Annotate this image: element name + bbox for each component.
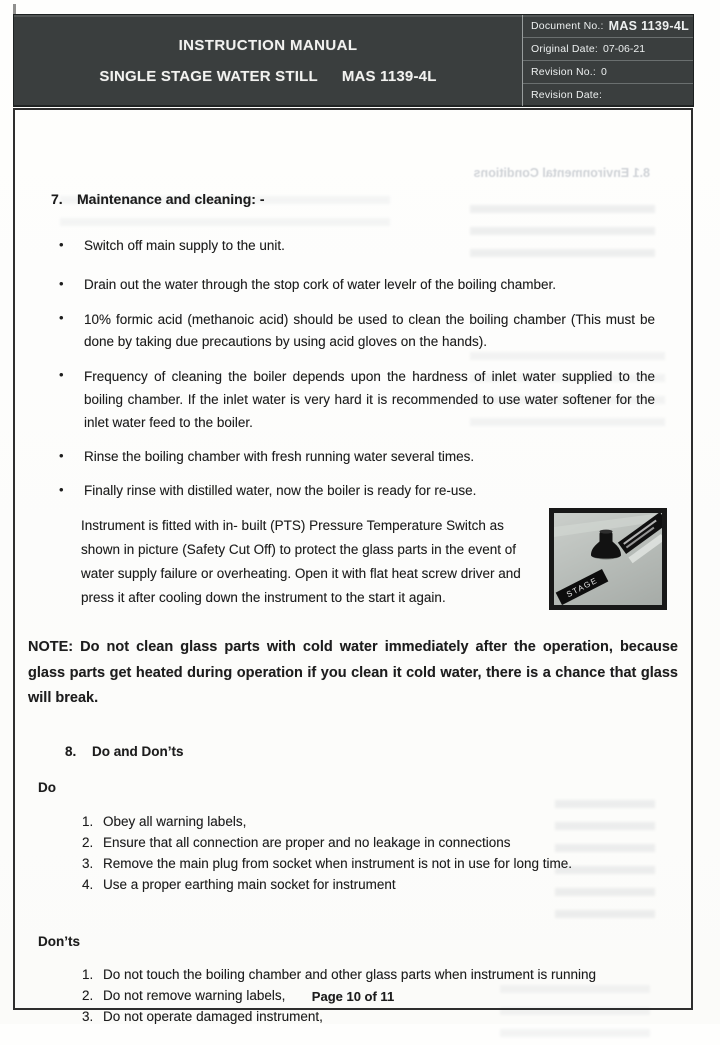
- item-text: Do not remove warning labels,: [103, 988, 286, 1004]
- bullet-icon: •: [59, 276, 64, 292]
- document-info-table: [522, 15, 693, 106]
- list-item: [59, 366, 655, 435]
- pts-switch-paragraph: Instrument is fitted with in- built (PTS) Pressure Temperature Switch as shown in picture (Safety Cut Off) to protect the glass parts in the event of water supply failure or overheating. Open it with flat heat screw driver and press it after cooling down the instrument to the start it again.: [81, 518, 521, 606]
- item-text: Obey all warning labels,: [103, 813, 247, 829]
- item-text: Do not operate damaged instrument,: [103, 1009, 323, 1025]
- bullet-text: Finally rinse with distilled water, now the boiler is ready for re-use.: [84, 482, 477, 498]
- bullet-icon: •: [59, 236, 64, 252]
- item-text: Remove the main plug from socket when instrument is not in use for long time.: [103, 855, 572, 871]
- bleed-through-text: 8.1 Environmental Conditions: [473, 166, 650, 180]
- section-7-title: Maintenance and cleaning: -: [77, 191, 265, 207]
- photo-tag-label: STAGE: [565, 575, 600, 600]
- item-number: 3.: [82, 1009, 94, 1025]
- section-8-heading: [65, 742, 655, 761]
- do-label: Do: [38, 779, 56, 795]
- bullet-icon: •: [59, 481, 64, 497]
- section-7-number: 7.: [51, 191, 63, 207]
- bullet-icon: •: [59, 366, 64, 382]
- list-item: [82, 964, 655, 985]
- list-item: [59, 481, 655, 500]
- list-item: [59, 236, 655, 255]
- document-header: [13, 14, 694, 107]
- header-titles: [14, 15, 522, 106]
- page-indicator: Page 10 of 11: [311, 989, 395, 1004]
- bullet-text: Drain out the water through the stop cork of water levelr of the boiling chamber.: [84, 277, 557, 293]
- pts-switch-photo-graphic: [554, 513, 662, 605]
- list-item: [82, 874, 655, 895]
- document-number-value: MAS 1139-4L: [608, 19, 690, 33]
- manual-title: INSTRUCTION MANUAL: [178, 36, 358, 54]
- page-body-frame: [13, 108, 693, 1025]
- item-number: 3.: [82, 855, 94, 871]
- model-number: MAS 1139-4L: [341, 67, 437, 85]
- list-item: [59, 275, 655, 294]
- original-date-label: Original Date:: [531, 43, 598, 55]
- list-item: [82, 811, 655, 832]
- bullet-icon: •: [59, 447, 64, 463]
- document-number-row: [523, 15, 693, 38]
- item-text: Use a proper earthing main socket for instrument: [103, 876, 396, 892]
- item-number: 2.: [82, 834, 94, 850]
- warning-note: NOTE: Do not clean glass parts with cold water immediately after the operation, because glass parts get heated during operation if you clean it cold water, there is a chance that glass will break.: [28, 639, 678, 707]
- list-item: [59, 309, 655, 353]
- revision-date-label: Revision Date:: [531, 89, 603, 101]
- donts-label: Don’ts: [38, 933, 80, 949]
- original-date-value: 07-06-21: [603, 43, 646, 55]
- pts-switch-section: [81, 514, 655, 610]
- product-name: SINGLE STAGE WATER STILL: [99, 67, 318, 85]
- list-item: [82, 853, 655, 874]
- item-text: Do not touch the boiling chamber and other glass parts when instrument is running: [103, 967, 597, 983]
- bullet-text: 10% formic acid (methanoic acid) should be used to clean the boiling chamber (This must be done by taking due precautions by using acid gloves on the hands).: [84, 312, 655, 350]
- revision-date-row: [523, 84, 693, 106]
- bullet-text: Switch off main supply to the unit.: [84, 237, 285, 253]
- item-number: 1.: [82, 813, 94, 829]
- item-number: 1.: [82, 967, 94, 983]
- manual-subtitle: [99, 68, 436, 85]
- revision-number-label: Revision No.:: [531, 66, 597, 78]
- list-item: [82, 832, 655, 853]
- revision-number-row: [523, 61, 693, 84]
- section-7-heading: [51, 190, 655, 210]
- bullet-text: Frequency of cleaning the boiler depends upon the hardness of inlet water supplied to the boiling chamber. If the inlet water is very hard it is recommended to use water softener for the inlet water feed to the boiler.: [84, 368, 655, 430]
- do-list: [82, 811, 655, 895]
- section-8-number: 8.: [65, 743, 77, 759]
- pts-switch-photo: [549, 508, 667, 610]
- section-8-title: Do and Don’ts: [92, 743, 184, 759]
- item-number: 4.: [82, 876, 94, 892]
- document-number-label: Document No.:: [531, 20, 604, 32]
- revision-number-value: 0: [601, 66, 607, 78]
- list-item: [59, 447, 655, 466]
- item-text: Ensure that all connection are proper and no leakage in connections: [103, 834, 511, 850]
- page-body-content: [15, 110, 691, 1025]
- original-date-row: [523, 38, 693, 61]
- bullet-icon: •: [59, 310, 64, 326]
- item-number: 2.: [82, 988, 94, 1004]
- bullet-text: Rinse the boiling chamber with fresh running water several times.: [84, 448, 475, 464]
